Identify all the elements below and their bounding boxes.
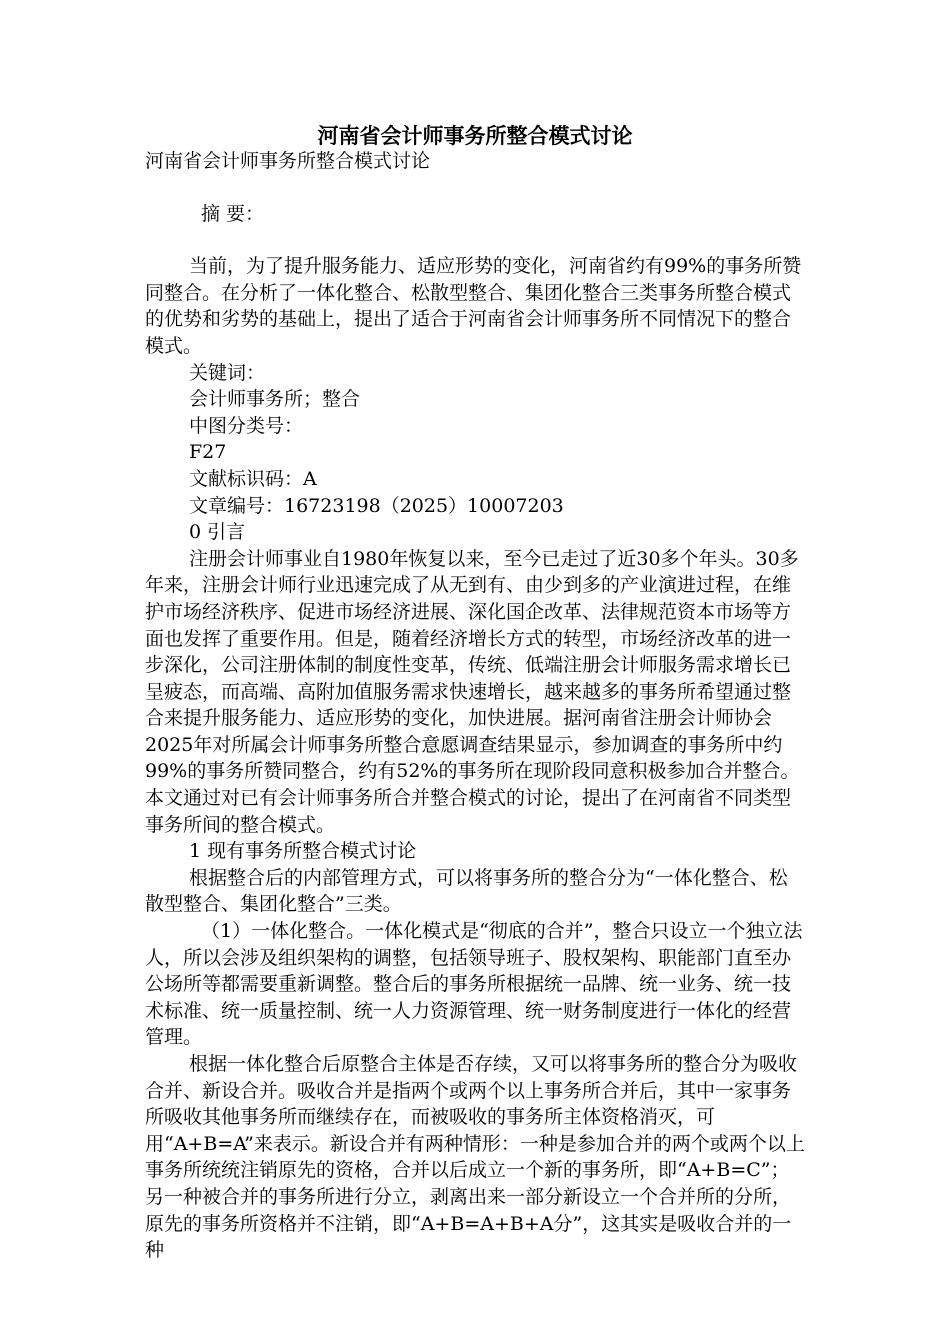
section-1-heading: 1 现有事务所整合模式讨论	[189, 840, 417, 863]
section-0-heading: 0 引言	[189, 521, 246, 544]
keywords-value: 会计师事务所；整合	[189, 388, 361, 411]
abstract-label: 摘 要：	[201, 202, 265, 225]
section-0-paragraph: 注册会计师事业自1980年恢复以来，至今已走过了近30多个年头。30多年来，注册会计师行业迅速完成了从无到有、由少到多的产业演进过程，在维护市场经济秩序、促进市场经济进展、深化国企改革、法律规范资本市场等方面也发挥了重要作用。但是，随着经济增长方式的转型，市场经济改革的进一步深化，公司注册体制的制度性变革，传统、低端注册会计师服务需求增长已呈疲态，而高端、高附加值服务需求快速增长，越来越多的事务所希望通过整合来提升服务能力、适应形势的变化，加快进展。据河南省注册会计师协会2025年对所属会计师事务所整合意愿调查结果显示，参加调查的事务所中约99%的事务所赞同整合，约有52%的事务所在现阶段同意积极参加合并整合。本文通过对已有会计师事务所合并整合模式的讨论，提出了在河南省不同类型事务所间的整合模式。	[145, 547, 800, 836]
article-number: 文章编号：16723198（2025）10007203	[189, 494, 564, 517]
document-code: 文献标识码：A	[189, 467, 317, 490]
section-1-paragraph-3: 根据一体化整合后原整合主体是否存续，又可以将事务所的整合分为吸收合并、新设合并。吸收合并是指两个或两个以上事务所合并后，其中一家事务所吸收其他事务所而继续存在，而被吸收的事务所主体资格消灭，可用“A+B=A”来表示。新设合并有两种情形：一种是参加合并的两个或两个以上事务所统统注销原先的资格，合并以后成立一个新的事务所，即“A+B=C”；另一种被合并的事务所进行分立，剥离出来一部分新设立一个合并所的分所，原先的事务所资格并不注销，即“A+B=A+B+A分”，这其实是吸收合并的一种	[145, 1053, 805, 1262]
clc-value: F27	[189, 441, 227, 464]
abstract-text: 当前，为了提升服务能力、适应形势的变化，河南省约有99%的事务所赞同整合。在分析了一体化整合、松散型整合、集团化整合三类事务所整合模式的优势和劣势的基础上，提出了适合于河南省会计师事务所不同情况下的整合模式。	[145, 255, 802, 357]
section-1-paragraph-2: （1）一体化整合。一体化模式是“彻底的合并”，整合只设立一个独立法人，所以会涉及组织架构的调整，包括领导班子、股权架构、职能部门直至办公场所等都需要重新调整。整合后的事务所根据统一品牌、统一业务、统一技术标准、统一质量控制、统一人力资源管理、统一财务制度进行一体化的经营管理。	[145, 920, 803, 1049]
section-1-paragraph-1: 根据整合后的内部管理方式，可以将事务所的整合分为“一体化整合、松散型整合、集团化整合”三类。	[145, 866, 788, 916]
keywords-label: 关键词：	[189, 361, 266, 384]
clc-label: 中图分类号：	[189, 414, 304, 437]
document-title: 河南省会计师事务所整合模式讨论	[317, 123, 633, 148]
document-body	[145, 148, 805, 1264]
document-subtitle: 河南省会计师事务所整合模式讨论	[145, 150, 431, 172]
